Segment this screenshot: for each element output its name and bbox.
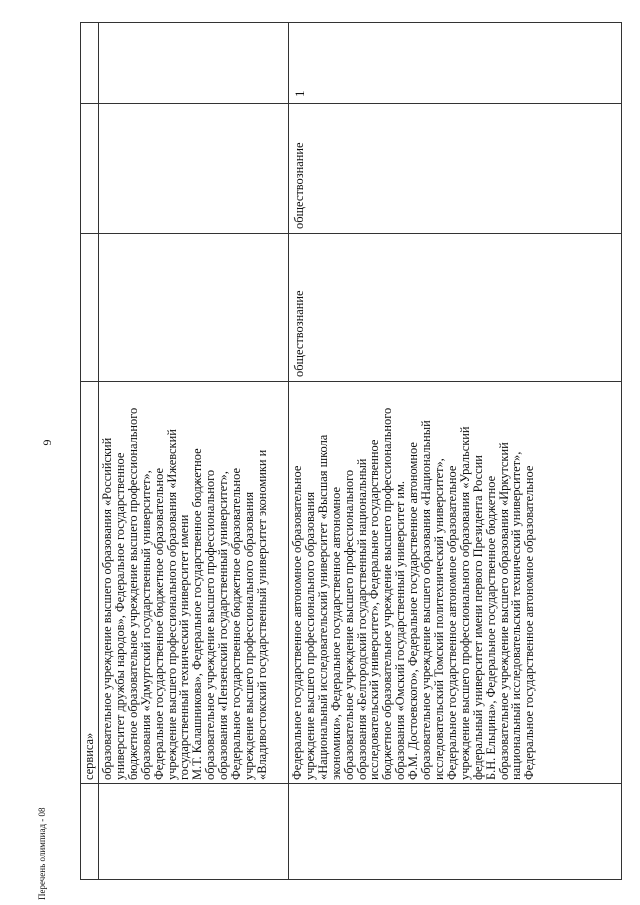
org-line: исследовательский Томский политехнический университет», bbox=[431, 458, 446, 780]
org-line: М.Т. Калашникова», Федеральное государственное бюджетное bbox=[190, 448, 205, 780]
org-line: образовательное учреждение высшего образования «Иркутский bbox=[496, 442, 511, 780]
subject-profile-cell: обществознание bbox=[292, 290, 306, 377]
footer-text: Перечень олимпиад - 08 bbox=[37, 807, 47, 900]
table-row bbox=[99, 23, 289, 879]
org-line: Федеральное государственное автономное образовательное bbox=[522, 465, 537, 780]
org-line: «Владивостокский государственный университет экономики и bbox=[254, 449, 269, 780]
org-line: образовательное учреждение высшего профессионального bbox=[341, 469, 356, 780]
org-line: исследовательский университет», Федеральное государственное bbox=[367, 439, 382, 780]
org-line: образовательное учреждение высшего образования «Российский bbox=[100, 437, 114, 780]
table-row bbox=[81, 23, 99, 879]
column-divider bbox=[81, 783, 621, 784]
org-line: образования «Белгородский государственный национальный bbox=[354, 458, 369, 780]
org-line: образовательное учреждение высшего образования «Национальный bbox=[419, 420, 434, 780]
org-line: образования «Омский государственный университет им. bbox=[393, 481, 408, 780]
org-line: «Национальный исследовательский университет «Высшая школа bbox=[315, 434, 330, 780]
org-line: Федеральное государственное автономное образовательное bbox=[444, 465, 459, 780]
table-row bbox=[289, 23, 623, 879]
org-line: Федеральное государственное автономное образовательное bbox=[290, 465, 304, 780]
org-line: образования «Удмуртский государственный университет», bbox=[138, 470, 153, 780]
column-divider bbox=[81, 233, 621, 234]
org-line: экономики», Федеральное государственное автономное bbox=[328, 487, 343, 780]
org-line: учреждение высшего профессионального образования bbox=[302, 491, 317, 780]
org-line: образования «Пензенский государственный университет», bbox=[216, 471, 231, 780]
org-line: федеральный университет имени первого Президента России bbox=[470, 455, 485, 780]
org-line: Б.Н. Ельцина», Федеральное государственное бюджетное bbox=[483, 475, 498, 780]
org-line: бюджетное образовательное учреждение высшего профессионального bbox=[380, 407, 395, 780]
organizers-cell bbox=[289, 384, 623, 784]
page-number: 6 bbox=[40, 439, 55, 446]
subject-general-cell: обществознание bbox=[292, 142, 306, 229]
org-line: образовательное учреждение высшего профессионального bbox=[203, 469, 218, 780]
org-line: бюджетное образовательное учреждение высшего профессионального bbox=[125, 407, 140, 780]
olympiad-table bbox=[80, 22, 622, 880]
org-line: Федеральное государственное бюджетное образовательное bbox=[229, 468, 244, 780]
org-line: сервиса» bbox=[82, 732, 96, 780]
org-line: государственный технический университет имени bbox=[177, 514, 192, 780]
olympiad-level-cell: 1 bbox=[292, 90, 307, 97]
org-line: учреждение высшего профессионального образования bbox=[241, 491, 256, 780]
org-line: университет дружбы народов», Федеральное государственное bbox=[112, 452, 127, 780]
column-divider bbox=[81, 103, 621, 104]
org-line: учреждение высшего профессионального образования «Ижевский bbox=[164, 429, 179, 780]
org-line: Федеральное государственное бюджетное образовательное bbox=[151, 468, 166, 780]
org-line: Ф.М. Достоевского», Федеральное государственное автономное bbox=[406, 442, 421, 780]
org-line: учреждение высшего профессионального образования «Уральский bbox=[457, 426, 472, 780]
rotated-table-area bbox=[80, 22, 622, 880]
organizers-cell bbox=[99, 384, 289, 784]
organizers-cell bbox=[81, 384, 99, 784]
org-line: национальный исследовательский технический университет», bbox=[509, 451, 524, 780]
column-divider bbox=[81, 381, 621, 382]
